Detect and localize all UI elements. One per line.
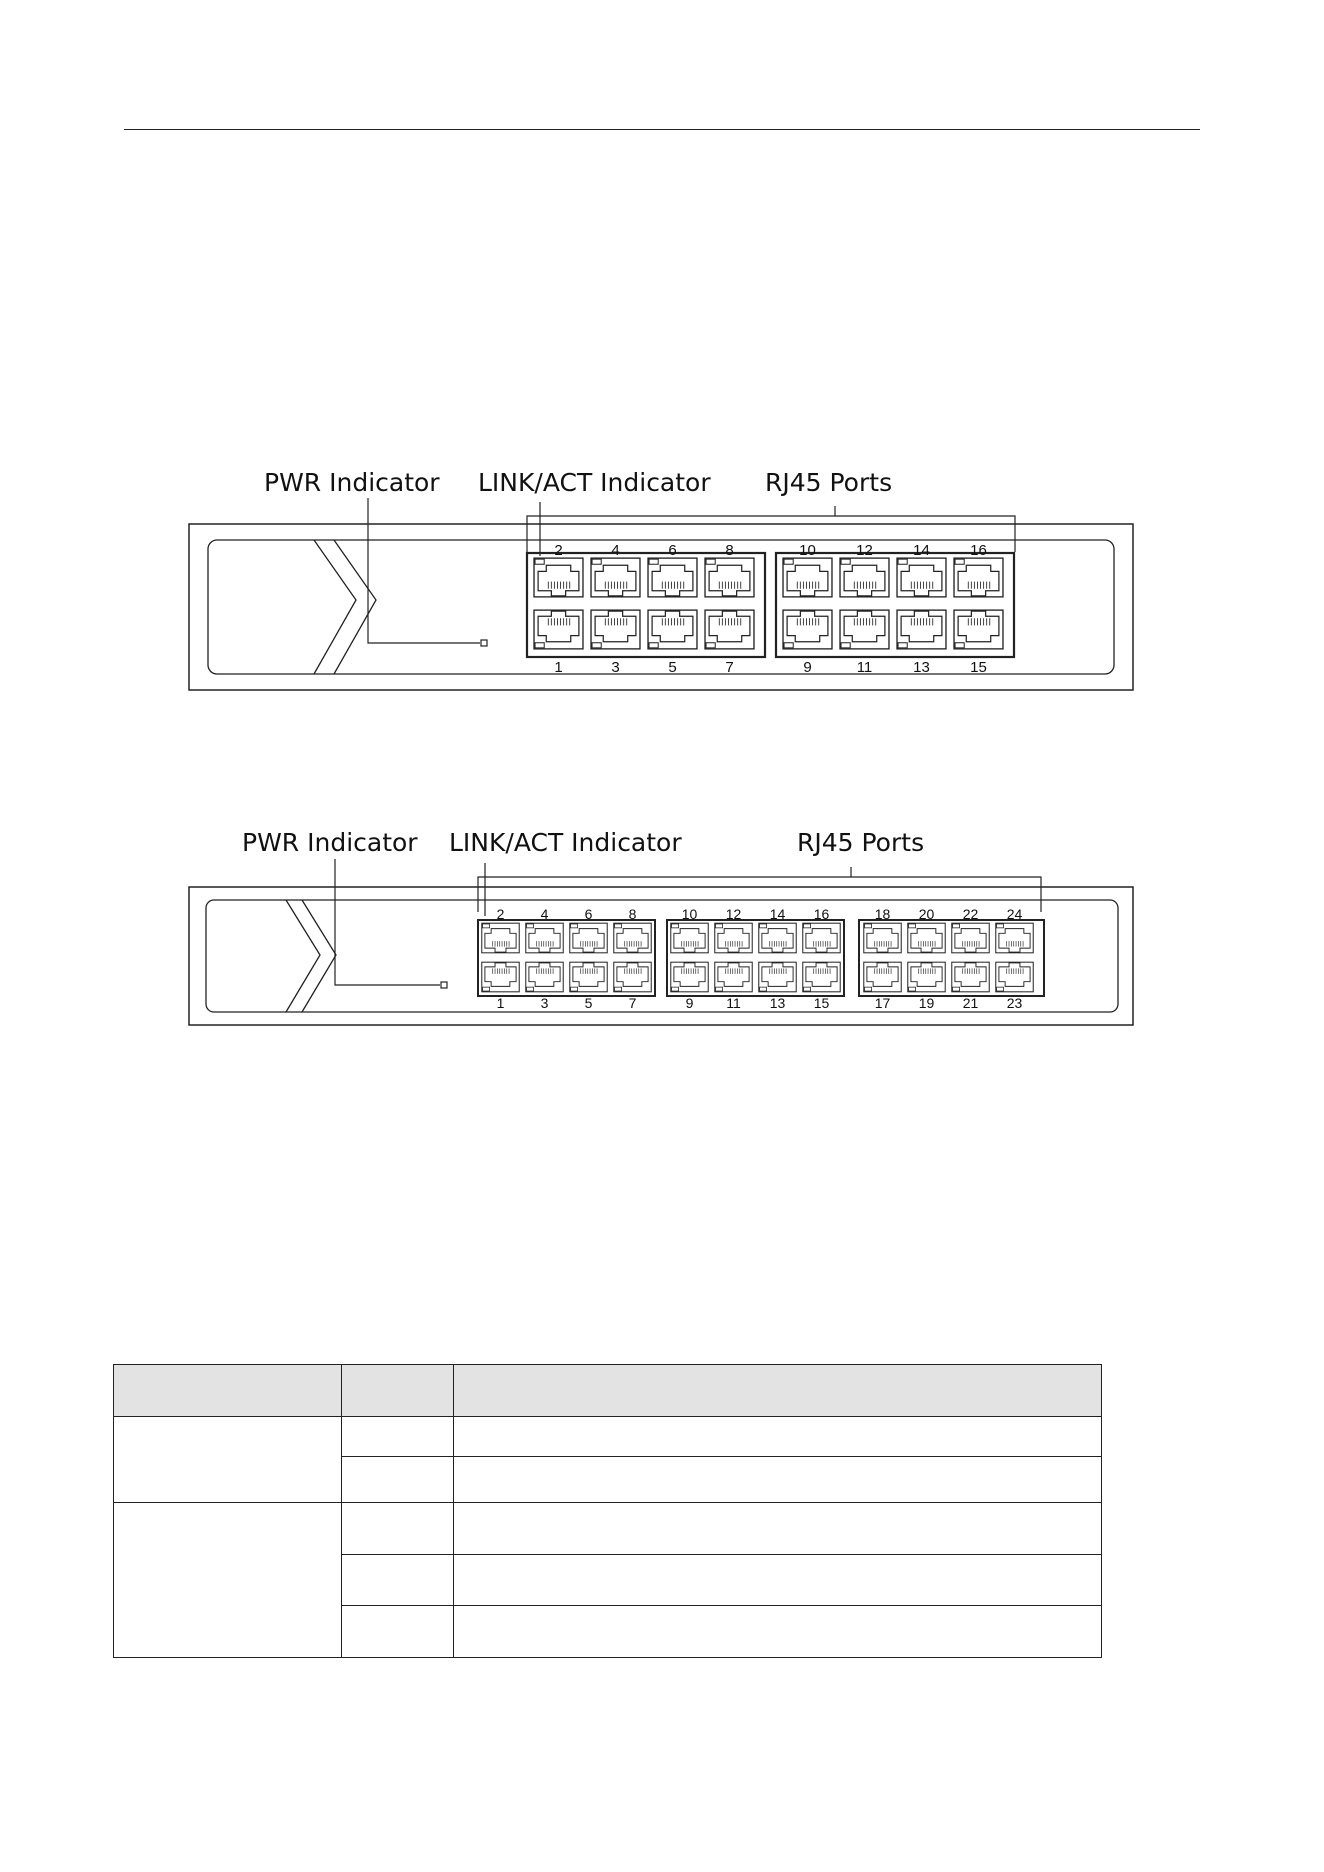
rj45-port-top bbox=[783, 558, 832, 597]
rj45-ports-bracket bbox=[478, 867, 1041, 912]
rj45-port-bottom bbox=[526, 962, 563, 992]
port-number: 19 bbox=[918, 995, 935, 1011]
port-number: 17 bbox=[874, 995, 891, 1011]
rj45-port-bottom bbox=[759, 962, 796, 992]
rj45-port-top bbox=[534, 558, 583, 597]
switch-chassis bbox=[189, 887, 1133, 1025]
rj45-port-bottom bbox=[482, 962, 519, 992]
rj45-port-top bbox=[996, 923, 1033, 953]
table-header-row bbox=[114, 1365, 1102, 1417]
description-cell bbox=[454, 1606, 1102, 1658]
port-number: 11 bbox=[726, 995, 741, 1011]
indicator-cell bbox=[114, 1417, 342, 1503]
port-block bbox=[478, 920, 655, 996]
rj45-port-top bbox=[715, 923, 752, 953]
port-number: 23 bbox=[1006, 995, 1023, 1011]
rj45-port-bottom bbox=[897, 610, 946, 649]
rj45-port-top bbox=[482, 923, 519, 953]
rj45-port-bottom bbox=[864, 962, 901, 992]
port-number: 13 bbox=[913, 659, 930, 676]
port-number: 11 bbox=[856, 659, 873, 676]
rj45-port-bottom bbox=[648, 610, 697, 649]
status-cell bbox=[342, 1417, 454, 1457]
rj45-port-top bbox=[614, 923, 651, 953]
table-row bbox=[114, 1503, 1102, 1555]
rj45-port-top bbox=[671, 923, 708, 953]
rj45-port-top bbox=[648, 558, 697, 597]
rj45-port-bottom bbox=[908, 962, 945, 992]
port-number: 6 bbox=[584, 906, 593, 922]
pwr-indicator-label: PWR Indicator bbox=[264, 468, 440, 497]
status-cell bbox=[342, 1555, 454, 1606]
port-number: 2 bbox=[496, 906, 505, 922]
rj45-port-bottom bbox=[840, 610, 889, 649]
pwr-leader-line bbox=[368, 498, 480, 643]
switch-16-port bbox=[189, 468, 1133, 690]
port-number: 10 bbox=[681, 906, 698, 922]
rj45-port-bottom bbox=[614, 962, 651, 992]
status-cell bbox=[342, 1457, 454, 1503]
port-number: 3 bbox=[540, 995, 549, 1011]
status-cell bbox=[342, 1503, 454, 1555]
port-number: 20 bbox=[918, 906, 935, 922]
port-number: 13 bbox=[769, 995, 786, 1011]
description-cell bbox=[454, 1417, 1102, 1457]
rj45-port-bottom bbox=[783, 610, 832, 649]
port-block bbox=[667, 920, 844, 996]
table-row bbox=[114, 1417, 1102, 1457]
description-cell bbox=[454, 1457, 1102, 1503]
port-number: 22 bbox=[962, 906, 979, 922]
port-number: 16 bbox=[813, 906, 830, 922]
rj45-port-top bbox=[864, 923, 901, 953]
port-number: 9 bbox=[803, 659, 812, 676]
port-number: 18 bbox=[874, 906, 891, 922]
rj45-port-bottom bbox=[534, 610, 583, 649]
port-number: 7 bbox=[725, 659, 734, 676]
port-number: 24 bbox=[1006, 906, 1023, 922]
rj45-port-top bbox=[840, 558, 889, 597]
port-number: 3 bbox=[611, 659, 620, 676]
port-number: 8 bbox=[628, 906, 637, 922]
port-number: 6 bbox=[668, 542, 677, 559]
port-number: 8 bbox=[725, 542, 734, 559]
status-cell bbox=[342, 1606, 454, 1658]
rj45-port-bottom bbox=[591, 610, 640, 649]
rj45-port-top bbox=[954, 558, 1003, 597]
rj45-port-top bbox=[570, 923, 607, 953]
rj45-port-bottom bbox=[954, 610, 1003, 649]
rj45-port-top bbox=[526, 923, 563, 953]
port-number: 14 bbox=[769, 906, 786, 922]
port-number: 12 bbox=[856, 542, 873, 559]
link-act-indicator-label: LINK/ACT Indicator bbox=[478, 468, 711, 497]
rj45-port-top bbox=[705, 558, 754, 597]
rj45-ports-label: RJ45 Ports bbox=[797, 828, 925, 857]
port-number: 2 bbox=[554, 542, 563, 559]
indicator-cell bbox=[114, 1503, 342, 1658]
pwr-indicator-led bbox=[481, 640, 487, 646]
rj45-port-bottom bbox=[671, 962, 708, 992]
table-header-cell bbox=[454, 1365, 1102, 1417]
port-number: 1 bbox=[496, 995, 505, 1011]
port-number: 21 bbox=[962, 995, 979, 1011]
rj45-ports-label: RJ45 Ports bbox=[765, 468, 893, 497]
switch-24-port bbox=[189, 828, 1133, 1025]
rj45-port-top bbox=[803, 923, 840, 953]
switch-chassis bbox=[189, 524, 1133, 690]
port-number: 15 bbox=[813, 995, 830, 1011]
rj45-port-top bbox=[759, 923, 796, 953]
pwr-indicator-label: PWR Indicator bbox=[242, 828, 418, 857]
port-number: 4 bbox=[611, 542, 620, 559]
rj45-port-top bbox=[897, 558, 946, 597]
rj45-port-bottom bbox=[570, 962, 607, 992]
port-number: 15 bbox=[970, 659, 987, 676]
port-number: 10 bbox=[799, 542, 816, 559]
rj45-port-bottom bbox=[715, 962, 752, 992]
port-number: 4 bbox=[540, 906, 549, 922]
rj45-port-top bbox=[908, 923, 945, 953]
rj45-ports-bracket bbox=[527, 506, 1015, 552]
chevron-decoration bbox=[286, 900, 336, 1012]
rj45-port-bottom bbox=[803, 962, 840, 992]
port-number: 5 bbox=[584, 995, 593, 1011]
description-cell bbox=[454, 1555, 1102, 1606]
port-number: 12 bbox=[725, 906, 742, 922]
port-number: 14 bbox=[913, 542, 930, 559]
port-number: 7 bbox=[628, 995, 637, 1011]
switch-front-panel bbox=[208, 540, 1114, 674]
port-number: 9 bbox=[685, 995, 694, 1011]
rj45-port-bottom bbox=[952, 962, 989, 992]
led-status-table bbox=[113, 1364, 1102, 1658]
chevron-decoration bbox=[314, 540, 376, 674]
pwr-indicator-led bbox=[441, 982, 447, 988]
rj45-port-top bbox=[952, 923, 989, 953]
link-act-indicator-label: LINK/ACT Indicator bbox=[449, 828, 682, 857]
rj45-port-top bbox=[591, 558, 640, 597]
port-number: 5 bbox=[668, 659, 677, 676]
rj45-port-bottom bbox=[996, 962, 1033, 992]
port-number: 16 bbox=[970, 542, 987, 559]
description-cell bbox=[454, 1503, 1102, 1555]
pwr-leader-line bbox=[335, 859, 440, 985]
table-header-cell bbox=[342, 1365, 454, 1417]
table-header-cell bbox=[114, 1365, 342, 1417]
port-number: 1 bbox=[554, 659, 563, 676]
rj45-port-bottom bbox=[705, 610, 754, 649]
